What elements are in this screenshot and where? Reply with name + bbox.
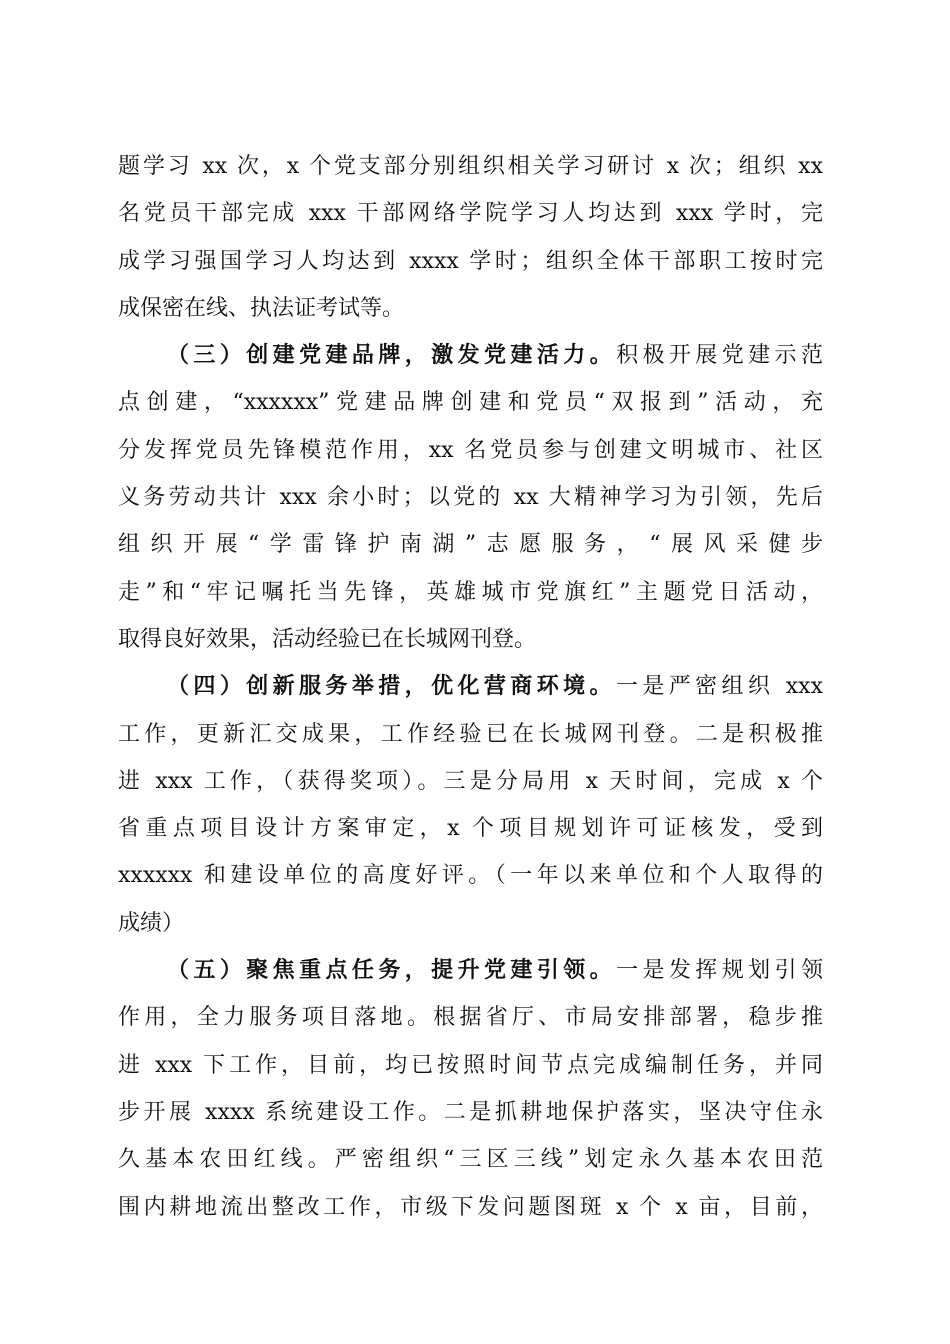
text-line: 取得良好效果，活动经验已在长城网刊登。 xyxy=(118,626,537,652)
document-body xyxy=(118,143,823,1231)
text-line: 成绩） xyxy=(118,910,185,936)
section-heading-3: （三）创建党建品牌，激发党建活力。 xyxy=(167,342,617,369)
text-line: 成保密在线、执法证考试等。 xyxy=(118,295,405,321)
text-line: 名党员干部完成 xxx 干部网络学院学习人均达到 xxx 学时，完 xyxy=(118,201,823,227)
text-line: 久基本农田红线。严密组织“三区三线”划定永久基本农田范 xyxy=(118,1147,823,1173)
text-line: xxxxxx 和建设单位的高度好评。（一年以来单位和个人取得的 xyxy=(118,863,823,889)
paragraph-first-line xyxy=(118,332,823,379)
text-line: 工作，更新汇交成果，工作经验已在长城网刊登。二是积极推 xyxy=(118,721,823,747)
text-span: 一是发挥规划引领 xyxy=(616,958,823,984)
section-heading-5: （五）聚焦重点任务，提升党建引领。 xyxy=(167,957,617,984)
text-line: 围内耕地流出整改工作，市级下发问题图斑 x 个 x 亩，目前， xyxy=(118,1194,823,1220)
text-line: 义务劳动共计 xxx 余小时；以党的 xx 大精神学习为引领，先后 xyxy=(118,485,823,511)
text-line: 进 xxx 工作，（获得奖项）。三是分局用 x 天时间，完成 x 个 xyxy=(118,768,823,794)
section-heading-4: （四）创新服务举措，优化营商环境。 xyxy=(167,673,616,700)
text-line: 走”和“牢记嘱托当先锋，英雄城市党旗红”主题党日活动， xyxy=(118,579,823,605)
text-line: 点创建，“xxxxxx”党建品牌创建和党员“双报到”活动，充 xyxy=(118,390,823,416)
text-line: 题学习 xx 次，x 个党支部分别组织相关学习研讨 x 次；组织 xx xyxy=(118,154,823,179)
text-line: 进 xxx 下工作，目前，均已按照时间节点完成编制任务，并同 xyxy=(118,1052,823,1078)
text-line: 分发挥党员先锋模范作用，xx 名党员参与创建文明城市、社区 xyxy=(118,437,823,463)
text-span: 一是严密组织 xxx xyxy=(615,674,823,700)
text-line: 省重点项目设计方案审定，x 个项目规划许可证核发，受到 xyxy=(118,816,823,842)
text-line: 组织开展“学雷锋护南湖”志愿服务，“展风采健步 xyxy=(118,532,823,558)
text-span: 积极开展党建示范 xyxy=(616,343,823,369)
paragraph-first-line xyxy=(118,947,823,994)
paragraph-first-line xyxy=(118,663,823,710)
text-line: 成学习强国学习人均达到 xxxx 学时；组织全体干部职工按时完 xyxy=(118,248,823,274)
text-line: 作用，全力服务项目落地。根据省厅、市局安排部署，稳步推 xyxy=(118,1005,823,1031)
text-line: 步开展 xxxx 系统建设工作。二是抓耕地保护落实，坚决守住永 xyxy=(118,1099,823,1125)
